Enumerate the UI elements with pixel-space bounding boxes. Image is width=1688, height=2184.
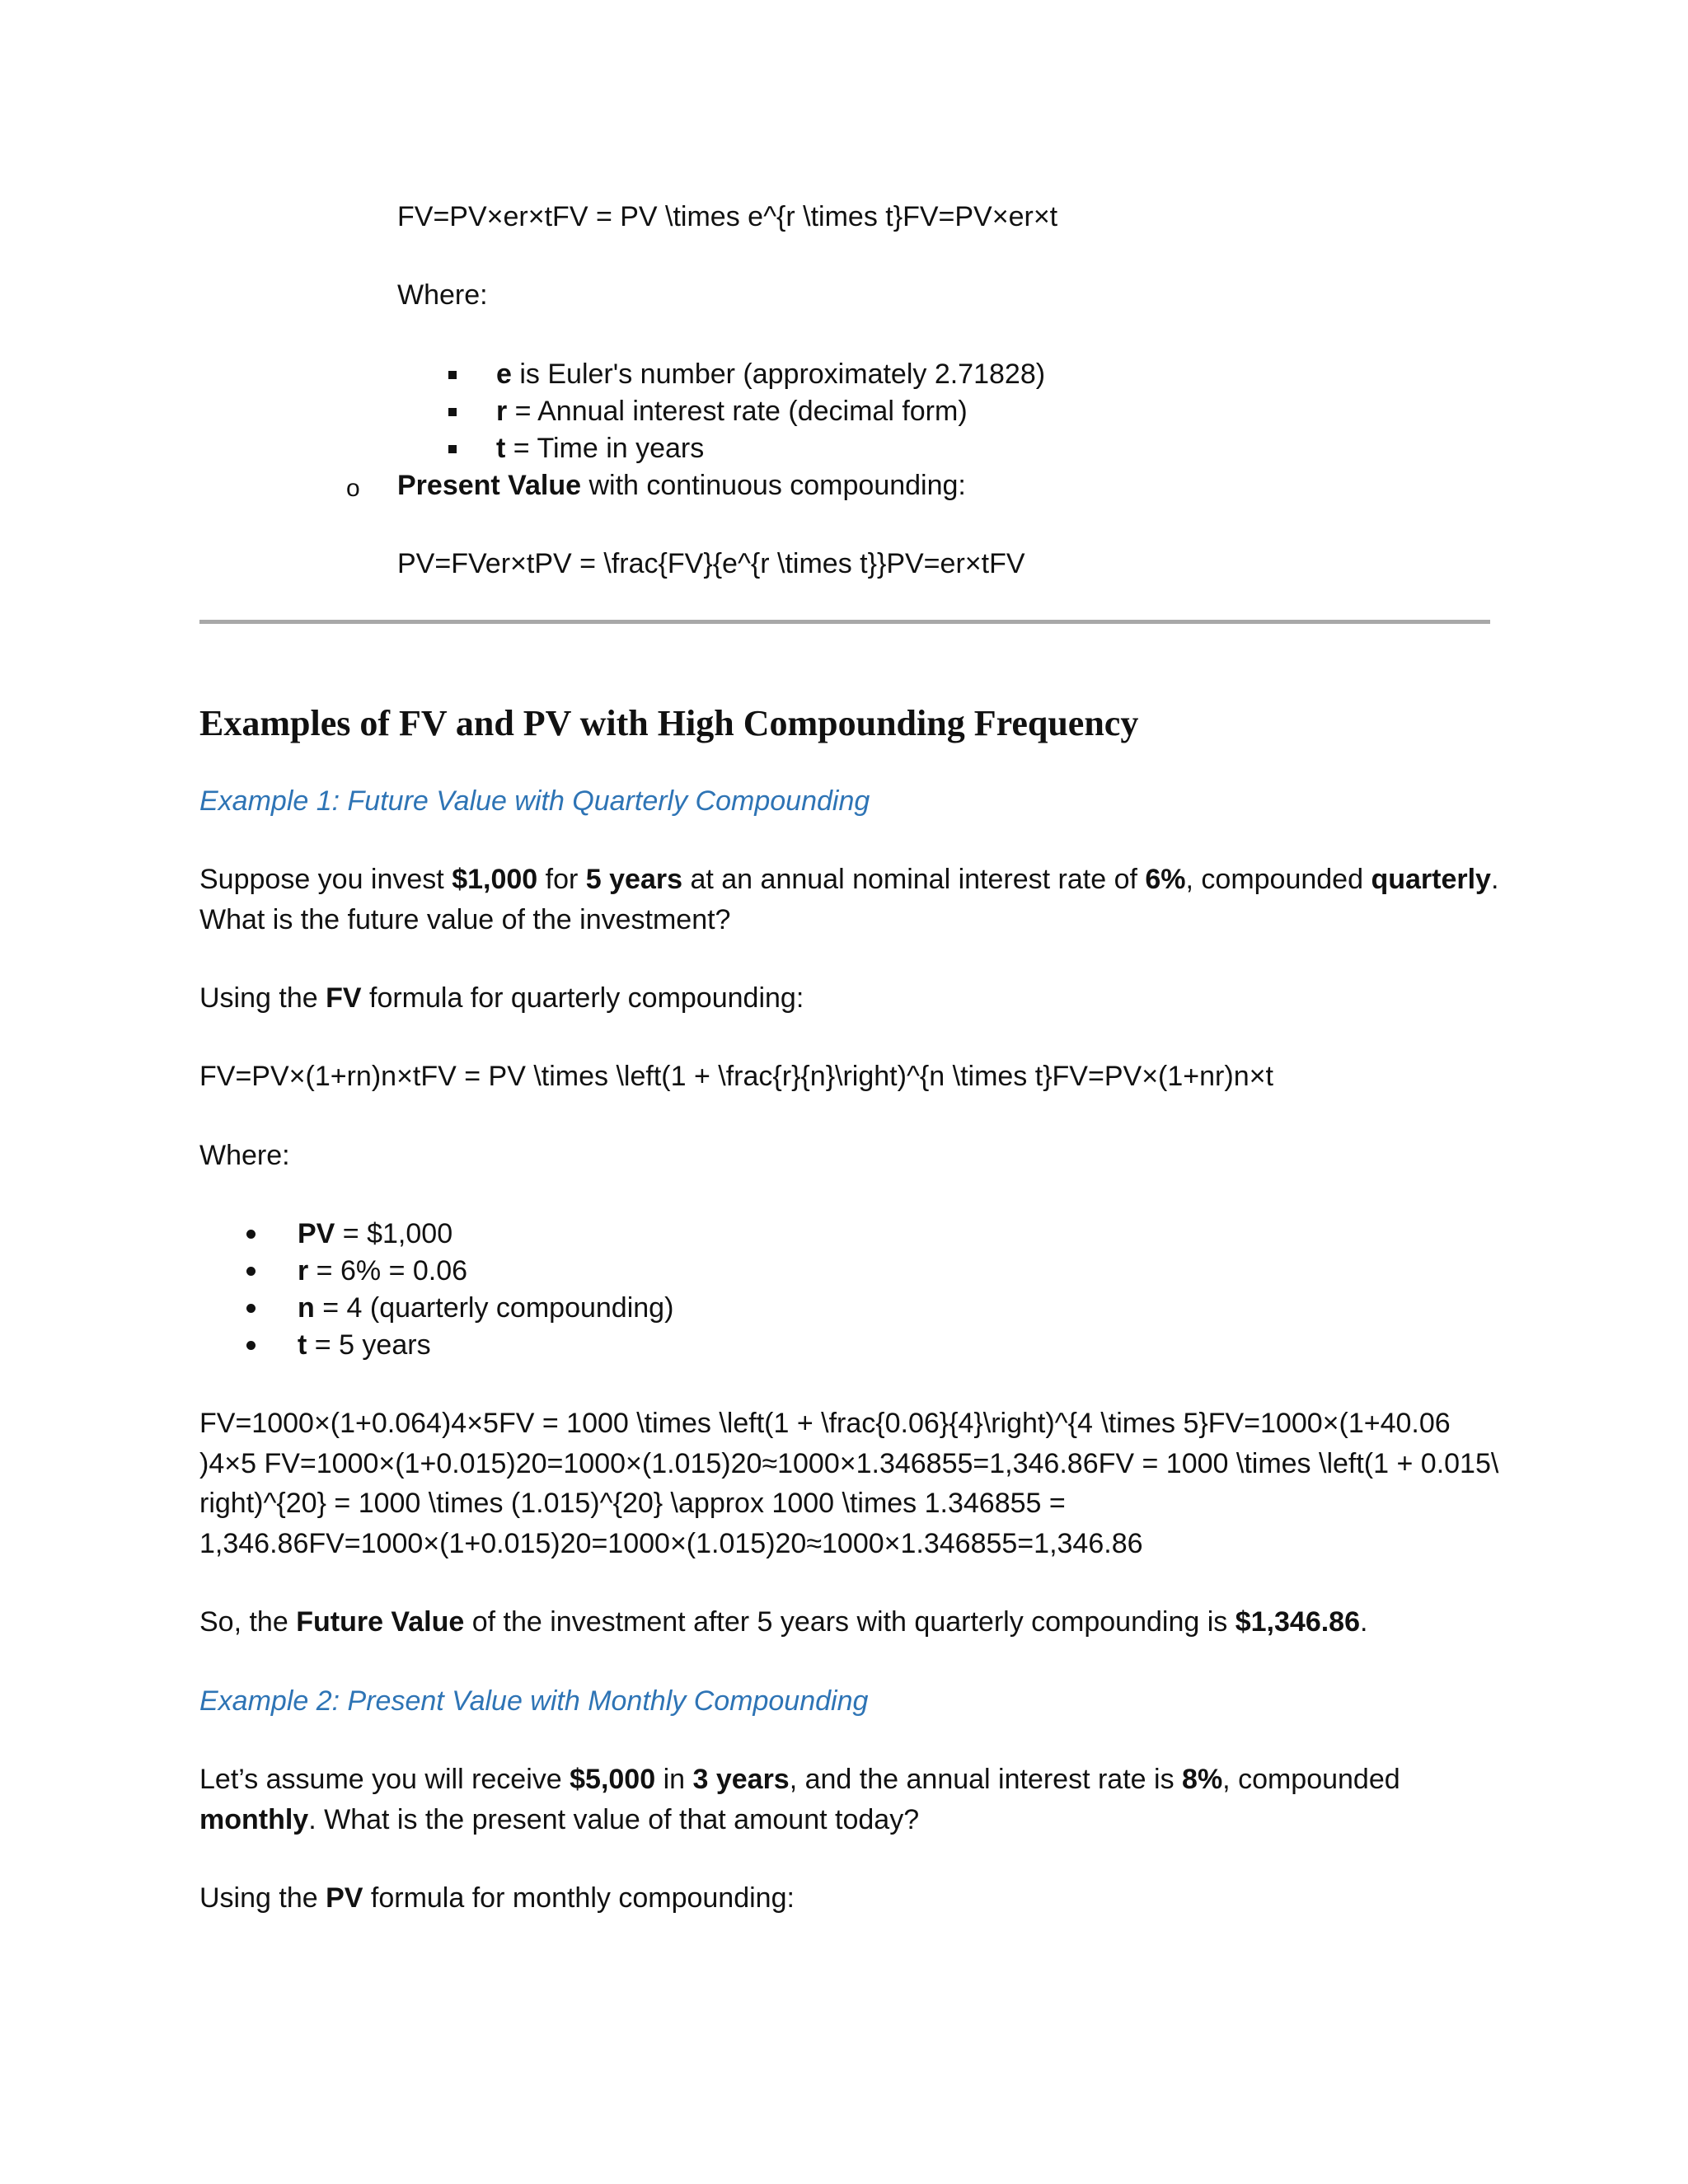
round-bullet-icon — [246, 1341, 256, 1350]
example-2-title: Example 2: Present Value with Monthly Compounding — [199, 1685, 869, 1717]
section-heading: Examples of FV and PV with High Compounding Frequency — [199, 703, 1139, 743]
example-1-calculation-line: FV=1000×(1+0.064)4×5FV = 1000 \times \left(1 + \frac{0.06}{4}\right)^{4 \times 5}FV=1000×(1+40.06 — [199, 1408, 1451, 1439]
example-1-where-label: Where: — [199, 1140, 290, 1171]
example-1-conclusion: So, the Future Value of the investment after 5 years with quarterly compounding is $1,346.86. — [199, 1606, 1368, 1638]
variable-definition: r = Annual interest rate (decimal form) — [496, 396, 968, 427]
example-1-calculation-line: right)^{20} = 1000 \times (1.015)^{20} \approx 1000 \times 1.346855 = — [199, 1488, 1066, 1519]
example-1-calculation-line: 1,346.86FV=1000×(1+0.015)20=1000×(1.015)20≈1000×1.346855=1,346.86 — [199, 1528, 1143, 1559]
where-label: Where: — [397, 279, 488, 311]
continuous-fv-formula: FV=PV×er×tFV = PV \times e^{r \times t}FV=PV×er×t — [397, 201, 1058, 232]
variable-definition: e is Euler's number (approximately 2.71828) — [496, 359, 1046, 390]
round-bullet-icon — [246, 1267, 256, 1276]
square-bullet-icon — [448, 445, 457, 453]
variable-definition: t = Time in years — [496, 433, 705, 464]
example-2-intro-line-2: monthly. What is the present value of that amount today? — [199, 1804, 920, 1835]
hollow-circle-bullet-icon: o — [346, 475, 360, 502]
horizontal-divider — [199, 620, 1490, 624]
example-1-variable: n = 4 (quarterly compounding) — [298, 1292, 674, 1324]
example-2-intro-line-1: Let’s assume you will receive $5,000 in 3 years, and the annual interest rate is 8%, compounded — [199, 1764, 1400, 1795]
square-bullet-icon — [448, 371, 457, 379]
example-1-calculation-line: )4×5 FV=1000×(1+0.015)20=1000×(1.015)20≈1000×1.346855=1,346.86FV = 1000 \times \left(1 + 0.015\ — [199, 1448, 1499, 1479]
example-1-variable: PV = $1,000 — [298, 1218, 453, 1249]
round-bullet-icon — [246, 1304, 256, 1313]
example-1-variable: r = 6% = 0.06 — [298, 1255, 468, 1286]
example-1-title: Example 1: Future Value with Quarterly Compounding — [199, 785, 870, 817]
example-1-intro-line-1: Suppose you invest $1,000 for 5 years at an annual nominal interest rate of 6%, compounded quarterly. — [199, 864, 1499, 895]
round-bullet-icon — [246, 1230, 256, 1239]
example-1-using-formula: Using the FV formula for quarterly compounding: — [199, 982, 804, 1014]
square-bullet-icon — [448, 408, 457, 416]
present-value-item: Present Value with continuous compounding: — [397, 470, 966, 501]
example-1-variable: t = 5 years — [298, 1329, 431, 1361]
example-2-using-formula: Using the PV formula for monthly compounding: — [199, 1882, 795, 1914]
example-1-intro-line-2: What is the future value of the investment? — [199, 904, 731, 935]
example-1-fv-formula: FV=PV×(1+rn)n×tFV = PV \times \left(1 + \frac{r}{n}\right)^{n \times t}FV=PV×(1+nr)n×t — [199, 1061, 1273, 1092]
continuous-pv-formula: PV=FVer×tPV = \frac{FV}{e^{r \times t}}PV=er×tFV — [397, 548, 1025, 579]
